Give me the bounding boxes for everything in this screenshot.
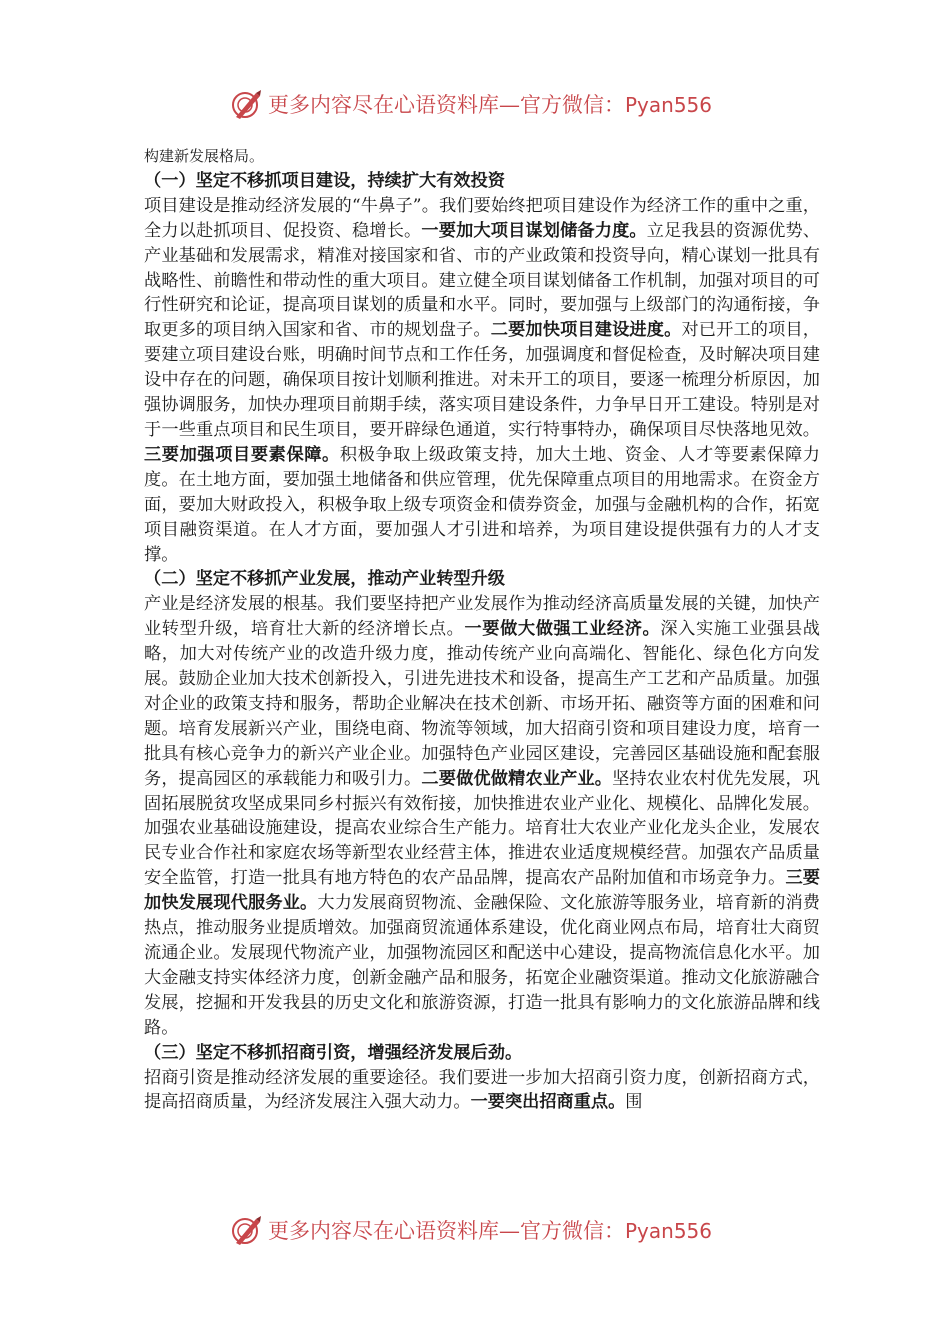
section-paragraph [144,592,820,1040]
section-heading: （一）坚定不移抓项目建设，持续扩大有效投资 [144,170,505,191]
lead-paragraph: 构建新发展格局。 [144,147,265,165]
section-paragraph [144,1066,820,1116]
text-run: 立足我县的资源优势、产业基础和发展需求，精准对接国家和省、市的产业政策和投资导向，精心谋划一批具有战略性、前瞻性和带动性的重大项目。建立健全项目谋划储备工作机制，加强对项目的可行性研究和论证，提高项目谋划的质量和水平。同时，要加强与上级部门的沟通衔接，争取更多的项目纳入国家和省、市的规划盘子。 [144,220,820,341]
text-run: 积极争取上级政策支持，加大土地、资金、人才等要素保障力度。在土地方面，要加强土地储备和供应管理，优先保障重点项目的用地需求。在资金方面，要加大财政投入，积极争取上级专项资金和债券资金，加强与金融机构的合作，拓宽项目融资渠道。在人才方面，要加强人才引进和培养，为项目建设提供强有力的人才支撑。 [144,444,820,565]
text-run: 深入实施工业强县战略，加大对传统产业的改造升级力度，推动传统产业向高端化、智能化、绿色化方向发展。鼓励企业加大技术创新投入，引进先进技术和设备，提高生产工艺和产品质量。加强对企业的政策支持和服务，帮助企业解决在技术创新、市场开拓、融资等方面的困难和问题。培育发展新兴产业，围绕电商、物流等领域，加大招商引资和项目建设力度，培育一批具有核心竞争力的新兴产业企业。加强特色产业园区建设，完善园区基础设施和配套服务，提高园区的承载能力和吸引力。 [144,619,820,789]
bold-subheading: 一要做大做强工业经济。 [464,619,661,640]
text-run: 项目建设是推动经济发展的“牛鼻子”。我们要始终把项目建设作为经济工作的重中之重，全力以赴抓项目、促投资、稳增长。 [144,195,820,241]
sections-container [144,169,820,1115]
bold-subheading: 一要突出招商重点。 [470,1092,626,1113]
section-heading: （三）坚定不移抓招商引资，增强经济发展后劲。 [144,1042,523,1063]
bold-subheading: 三要加强项目要素保障。 [144,444,340,465]
bold-subheading: 二要加快项目建设进度。 [490,320,682,341]
footer-watermark-banner [230,1210,730,1250]
text-run: 坚持农业农村优先发展，巩固拓展脱贫攻坚成果同乡村振兴有效衔接，加快推进农业产业化、规模化、品牌化发展。加强农业基础设施建设，提高农业综合生产能力。培育壮大农业产业化龙头企业，发展农民专业合作社和家庭农场等新型农业经营主体，推进农业适度规模经营。加强农产品质量安全监管，打造一批具有地方特色的农产品品牌，提高农产品附加值和市场竞争力。 [144,768,820,889]
section-paragraph [144,194,820,568]
bold-subheading: 一要加大项目谋划储备力度。 [421,220,647,241]
text-run: 大力发展商贸物流、金融保险、文化旅游等服务业，培育新的消费热点，推动服务业提质增效。加强商贸流通体系建设，优化商业网点布局，培育壮大商贸流通企业。发展现代物流产业，加强物流园区和配送中心建设，提高物流信息化水平。加大金融支持实体经济力度，创新金融产品和服务，拓宽企业融资渠道。推动文化旅游融合发展，挖掘和开发我县的历史文化和旅游资源，打造一批具有影响力的文化旅游品牌和线路。 [144,893,820,1038]
text-run: 产业是经济发展的根基。我们要坚持把产业发展作为推动经济高质量发展的关键，加快产业转型升级，培育壮大新的经济增长点。 [144,594,820,640]
text-run: 围 [625,1092,643,1113]
text-run: 招商引资是推动经济发展的重要途径。我们要进一步加大招商引资力度，创新招商方式，提高招商质量，为经济发展注入强大动力。 [144,1067,820,1113]
text-run: 对已开工的项目，要建立项目建设台账，明确时间节点和工作任务，加强调度和督促检查，及时解决项目建设中存在的问题，确保项目按计划顺利推进。对未开工的项目，要逐一梳理分析原因，加强协调服务，加快办理项目前期手续，落实项目建设条件，力争早日开工建设。特别是对于一些重点项目和民生项目，要开辟绿色通道，实行特事特办，确保项目尽快落地见效。 [144,320,820,440]
watermark-text: 更多内容尽在心语资料库—官方微信：Pyan556 [268,93,713,117]
bold-subheading: 三要加快发展现代服务业。 [144,868,820,914]
document-body [144,144,820,1115]
watermark-text: 更多内容尽在心语资料库—官方微信：Pyan556 [268,1219,713,1243]
watermark-handle: Pyan556 [625,93,713,117]
bold-subheading: 二要做优做精农业产业。 [421,768,613,789]
section-heading: （二）坚定不移抓产业发展，推动产业转型升级 [144,569,505,590]
header-watermark-banner [230,84,730,124]
pen-logo-icon [230,1213,264,1247]
watermark-handle: Pyan556 [625,1219,713,1243]
pen-logo-icon [230,87,264,121]
